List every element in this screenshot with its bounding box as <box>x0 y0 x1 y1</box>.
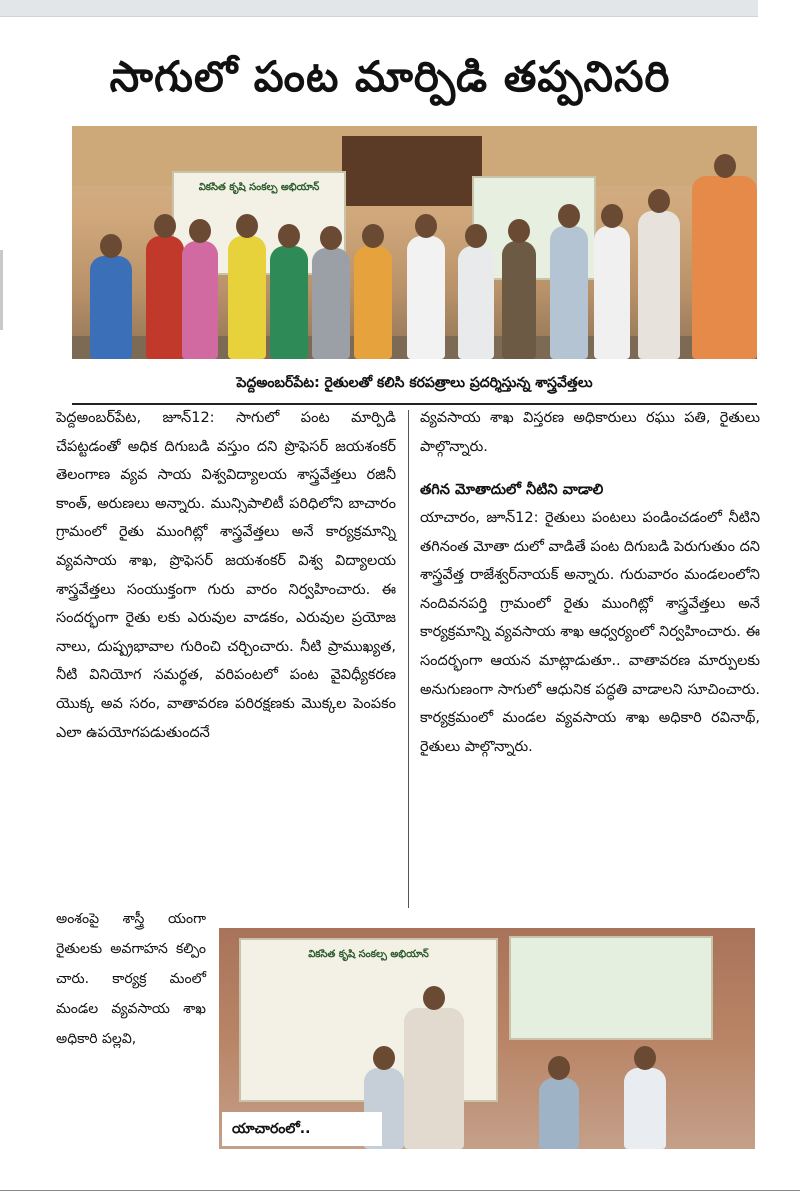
column-2-text: యాచారం, జూన్‌12: రైతులు పంటలు పండించడంలో నీటిని తగినంత మోతా దులో వాడితే పంట దిగుబడి పెరుగుతుం దని శాస్త్రవేత్త రాజేశ్వర్‌నాయక్‌ అన్నారు. గురువారం మండలంలోని నందివనపర్తి గ్రామంలో రైతు ముంగిట్లో శాస్త్రవేత్తలు అనే కార్యక్రమాన్ని వ్యవసాయ శాఖ ఆధ్వర్యంలో నిర్వహించారు. ఈ సందర్భంగా ఆయన మాట్లాడుతూ.. వాతావరణ మార్పులకు అనుగుణంగా సాగులో ఆధునిక పద్ధతి వాడాలని సూచించారు. కార్యక్రమంలో మండల వ్యవసాయ శాఖ అధికారి రవినాథ్‌, రైతులు పాల్గొన్నారు. <box>420 510 760 755</box>
headline: సాగులో పంట మార్పిడి తప్పనిసరి <box>109 52 671 101</box>
sub-headline: తగిన మోతాదులో నీటిని వాడాలి <box>420 482 604 498</box>
column-2-text-top: వ్యవసాయ శాఖ విస్తరణ అధికారులు రఘు పతి, రైతులు పాల్గొన్నారు. <box>420 410 760 455</box>
top-strip <box>0 0 758 17</box>
banner-left-text: వికసిత కృషి సంకల్ప అభియాన్ <box>198 182 320 193</box>
bottom-rule <box>0 1190 800 1191</box>
column-divider <box>408 410 409 908</box>
photo-label: యాచారంలో.. <box>222 1112 382 1146</box>
photo-caption: పెద్దఅంబర్‌పేట: రైతులతో కలిసి కరపత్రాలు ప్రదర్శిస్తున్న శాస్త్రవేత్తలు <box>72 363 757 405</box>
banner-stage-text: వికసిత కృషి సంకల్ప అభియాన్ <box>308 949 429 960</box>
banner-stage-right <box>509 936 713 1040</box>
page-edge-mark <box>0 250 3 330</box>
column-1-text: పెద్దఅంబర్‌పేట, జూన్‌12: సాగులో పంట మార్పిడి చేపట్టడంతో అధిక దిగుబడి వస్తుం దని ప్రొఫెసర్‌ జయశంకర్‌ తెలంగాణ వ్యవ సాయ విశ్వవిద్యాలయ శాస్త్రవేత్తలు రజినీ కాంత్‌, అరుణలు అన్నారు. మున్సిపాలిటీ పరిధిలోని బాచారం గ్రామంలో రైతు ముంగిట్లో శాస్త్రవేత్తలు అనే కార్యక్రమాన్ని వ్యవసాయ శాఖ, ప్రొఫెసర్‌ జయశంకర్‌ విశ్వ విద్యాలయ శాస్త్రవేత్తలు సంయుక్తంగా గురు వారం నిర్వహించారు. ఈ సందర్భంగా రైతు లకు ఎరువుల వాడకం, ఎరువుల ప్రయోజ నాలు, దుష్ప్రభావాల గురించి చర్చించారు. నీటి ప్రాముఖ్యత, నీటి వినియోగ సమర్థత, వరిపంటలో పంట వైవిధ్యీకరణ యొక్క అవ సరం, వాతావరణ పరిరక్షణకు మొక్కల పెంపకం ఎలా ఉపయోగపడుతుందనే <box>56 410 396 741</box>
photo-farmers-with-leaflets <box>72 126 757 359</box>
column-1-continued: అంశంపై శాస్త్రీ యంగా రైతులకు అవగాహన కల్పిం చారు. కార్యక్ర మంలో మండల వ్యవసాయ శాఖ అధికారి పల్లవి, <box>56 911 206 1047</box>
